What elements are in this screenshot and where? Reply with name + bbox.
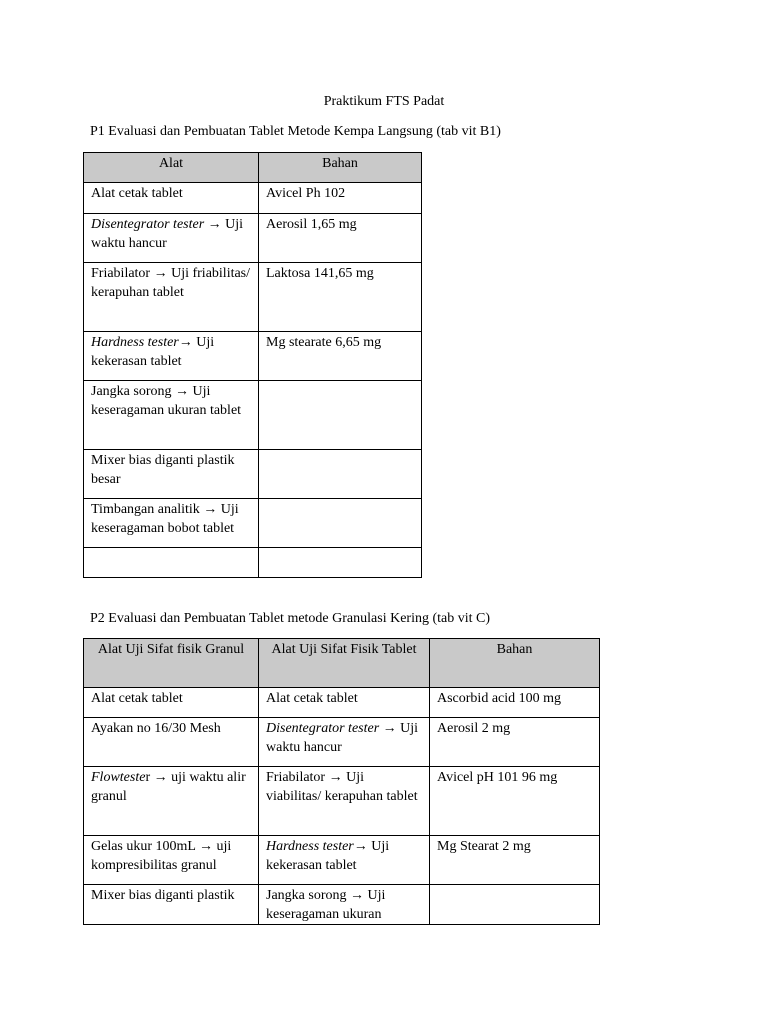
cell-bahan: Mg Stearat 2 mg <box>430 836 600 885</box>
table-row <box>84 688 600 718</box>
page-title: Praktikum FTS Padat <box>323 94 445 109</box>
table-row <box>84 767 600 836</box>
table-row <box>84 450 422 499</box>
cell-bahan: Avicel pH 101 96 mg <box>430 767 600 836</box>
table-row <box>84 183 422 214</box>
cell-alat-tablet: Friabilator → Uji viabilitas/ kerapuhan tablet <box>259 767 430 836</box>
cell-bahan: Avicel Ph 102 <box>259 183 422 214</box>
table-row <box>84 214 422 263</box>
cell-bahan: Mg stearate 6,65 mg <box>259 332 422 381</box>
table-row <box>84 263 422 332</box>
cell-alat: Alat cetak tablet <box>84 183 259 214</box>
cell-alat-tablet: Alat cetak tablet <box>259 688 430 718</box>
column-header-alat-tablet: Alat Uji Sifat Fisik Tablet <box>259 639 430 688</box>
table-row <box>84 499 422 548</box>
table-row <box>84 332 422 381</box>
table-kempa-langsung <box>83 152 422 578</box>
table-granulasi-kering <box>83 638 600 925</box>
cell-alat-tablet: Disentegrator tester → Uji waktu hancur <box>259 718 430 767</box>
column-header-alat-granul: Alat Uji Sifat fisik Granul <box>84 639 259 688</box>
cell-bahan <box>259 548 422 578</box>
cell-alat: Jangka sorong → Uji keseragaman ukuran tablet <box>84 381 259 450</box>
cell-bahan <box>259 499 422 548</box>
cell-bahan: Aerosil 1,65 mg <box>259 214 422 263</box>
section1-heading: P1 Evaluasi dan Pembuatan Tablet Metode Kempa Langsung (tab vit B1) <box>90 124 501 139</box>
cell-alat: Timbangan analitik → Uji keseragaman bobot tablet <box>84 499 259 548</box>
cell-alat-granul: Gelas ukur 100mL → uji kompresibilitas granul <box>84 836 259 885</box>
cell-bahan: Aerosil 2 mg <box>430 718 600 767</box>
cell-bahan <box>259 450 422 499</box>
cell-alat: Mixer bias diganti plastik besar <box>84 450 259 499</box>
table-row <box>84 548 422 578</box>
cell-alat-granul: Flowtester → uji waktu alir granul <box>84 767 259 836</box>
cell-alat: Hardness tester→ Uji kekerasan tablet <box>84 332 259 381</box>
cell-alat-granul: Ayakan no 16/30 Mesh <box>84 718 259 767</box>
table-row <box>84 885 600 925</box>
cell-bahan <box>430 885 600 925</box>
cell-alat-tablet: Jangka sorong → Uji keseragaman ukuran <box>259 885 430 925</box>
cell-alat-granul: Mixer bias diganti plastik <box>84 885 259 925</box>
cell-alat: Disentegrator tester → Uji waktu hancur <box>84 214 259 263</box>
cell-bahan: Laktosa 141,65 mg <box>259 263 422 332</box>
cell-alat-granul: Alat cetak tablet <box>84 688 259 718</box>
cell-alat: Friabilator → Uji friabilitas/ kerapuhan tablet <box>84 263 259 332</box>
table-row <box>84 381 422 450</box>
column-header-bahan: Bahan <box>430 639 600 688</box>
section2-heading: P2 Evaluasi dan Pembuatan Tablet metode Granulasi Kering (tab vit C) <box>90 611 490 626</box>
cell-bahan <box>259 381 422 450</box>
cell-bahan: Ascorbid acid 100 mg <box>430 688 600 718</box>
table-row <box>84 718 600 767</box>
column-header-alat: Alat <box>84 153 259 183</box>
column-header-bahan: Bahan <box>259 153 422 183</box>
cell-alat <box>84 548 259 578</box>
cell-alat-tablet: Hardness tester→ Uji kekerasan tablet <box>259 836 430 885</box>
table-row <box>84 836 600 885</box>
